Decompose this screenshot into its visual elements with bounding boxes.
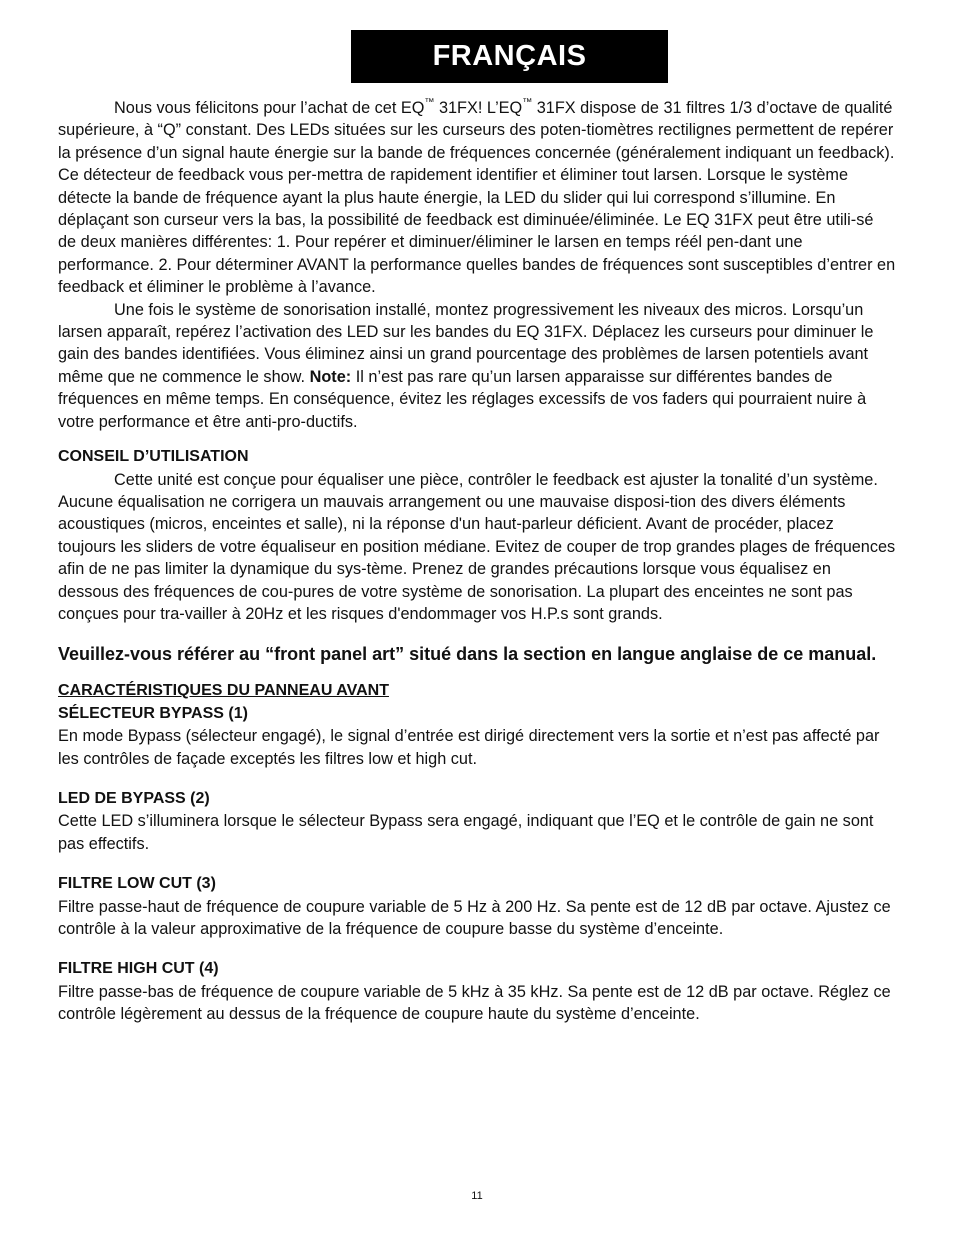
feature-heading: SÉLECTEUR BYPASS (1) — [58, 704, 248, 722]
feature-text: En mode Bypass (sélecteur engagé), le signal d’entrée est dirigé directement vers la sortie et n’est pas affecté par les contrôles de façade exceptés les filtres low et high cut. — [58, 727, 880, 768]
feature-bypass-selector — [58, 703, 896, 770]
trademark-symbol: ™ — [424, 97, 435, 108]
feature-text: Cette LED s’illuminera lorsque le sélecteur Bypass sera engagé, indiquant que l’EQ et le contrôle de gain ne sont pas effectifs. — [58, 812, 874, 853]
feature-heading: FILTRE LOW CUT (3) — [58, 875, 216, 893]
note-label: Note: — [309, 367, 352, 386]
feature-text: Filtre passe-bas de fréquence de coupure variable de 5 kHz à 35 kHz. Sa pente est de 12 dB par octave. Réglez ce contrôle légèrement au dessus de la fréquence de coupure haute du système d’enceinte. — [58, 982, 891, 1024]
feature-text: Filtre passe-haut de fréquence de coupure variable de 5 Hz à 200 Hz. Sa pente est de 12 dB par octave. Ajustez ce contrôle à la valeur approximative de la fréquence de coupure basse du système d’enceinte. — [58, 897, 891, 938]
feature-high-cut-filter — [58, 958, 896, 1025]
intro-text-b: 31FX! L’EQ — [434, 99, 523, 117]
page-content — [58, 97, 896, 1026]
intro-paragraph-1 — [58, 97, 896, 299]
page-number: 11 — [471, 1190, 483, 1202]
intro-text-e: Il n’est pas rare qu’un larsen apparaisse sur différentes bandes de fréquences en même temps. En conséquence, évitez les réglages excessifs de vos faders qui pourraient nuire à votre performance et être anti-pro-ductifs. — [58, 367, 867, 431]
page-title: FRANÇAIS — [432, 40, 587, 72]
intro-text-c: 31FX dispose de 31 filtres 1/3 d’octave de qualité supérieure, à “Q” constant. Des LEDs situées sur les curseurs des poten-tiomètres rectilignes permettent de repérer la présence d’un signal haute énergie sur la bande de fréquences concernée (généralement indiquant un feedback). Ce détecteur de feedback vous per-mettra de rapidement identifier et éliminer tout larsen. Lorsque le système détecte la bande de fréquence ayant la plus haute énergie, la LED du slider qui lui correspond s’illumine. En déplaçant son curseur vers la bas, la possibilité de feedback est diminuée/éliminée. Le EQ 31FX peut être utili-sé de deux manières différentes: 1. Pour repérer et diminuer/éliminer le larsen en temps réél pen-dant une performance. 2. Pour déterminer AVANT la performance quelles bandes de fréquences sont susceptibles d’entrer en feedback et éliminer le problème à l’avance. — [58, 99, 896, 297]
conseil-paragraph: Cette unité est conçue pour équaliser une pièce, contrôler le feedback est ajuster la tonalité d’un système. Aucune équalisation ne corrigera un mauvais arrangement ou une mauvaise disposi-tion des divers éléments acoustiques (micros, enceintes et salle), ni la réponse d'un haut-parleur déficient. Avant de procéder, placez toujours les sliders de votre équaliseur en position médiane. Evitez de couper de trop grandes plages de fréquences afin de ne pas limiter la dynamique du sys-tème. Prenez de grandes précautions lorsque vous équalisez en dessous des fréquences de cou-pures de votre système de sonorisation. La plupart des enceintes ne sont pas conçues pour tra-vailler à 20Hz et les risques d'endommager vos H.P.s sont grands. — [58, 470, 896, 623]
front-panel-notice: Veuillez-vous référer au “front panel art” situé dans la section en langue anglaise de ce manual. — [58, 644, 877, 665]
trademark-symbol: ™ — [522, 97, 533, 108]
conseil-heading: CONSEIL D’UTILISATION — [58, 448, 249, 466]
intro-text-a: Nous vous félicitons pour l’achat de cet EQ — [114, 99, 425, 117]
feature-heading: FILTRE HIGH CUT (4) — [58, 960, 219, 978]
language-header-banner — [351, 30, 668, 83]
feature-low-cut-filter — [58, 873, 896, 940]
intro-paragraph-2 — [58, 299, 896, 433]
feature-bypass-led — [58, 788, 896, 855]
features-title: CARACTÉRISTIQUES DU PANNEAU AVANT — [58, 682, 389, 700]
intro-text-d: Une fois le système de sonorisation installé, montez progressivement les niveaux des micros. Lorsqu’un larsen apparaît, repérez l’activation des LED sur les bandes du EQ 31FX. Déplacez les curseurs pour diminuer le gain des bandes identifiées. Vous éliminez ainsi un grand pourcentage des problèmes de larsen potentiels avant même que ne commence le show. — [58, 300, 874, 386]
feature-heading: LED DE BYPASS (2) — [58, 789, 210, 807]
